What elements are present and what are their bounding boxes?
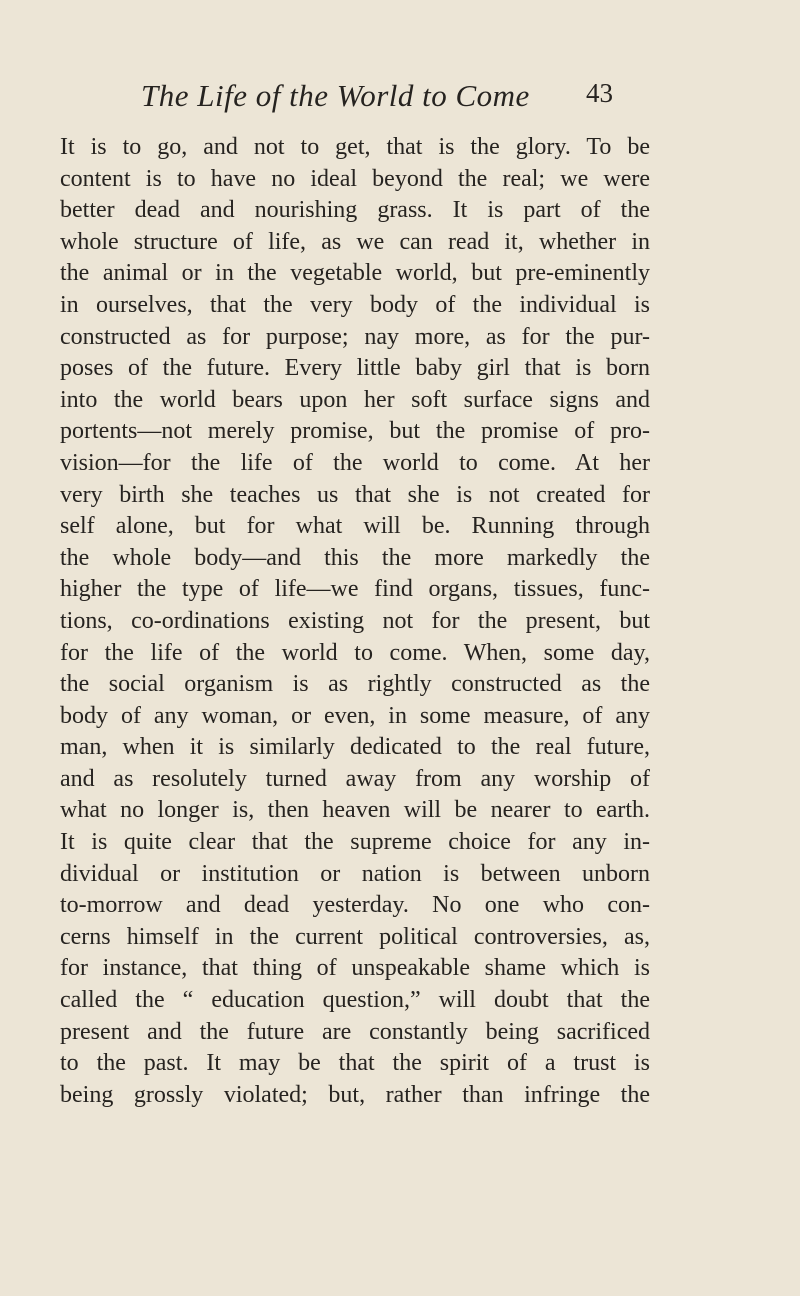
- text-line: present and the future are constantly being sacrificed: [60, 1018, 650, 1045]
- text-line: being grossly violated; but, rather than infringe the: [60, 1081, 650, 1108]
- text-line: portents—not merely promise, but the promise of pro-: [60, 418, 650, 445]
- page-number: 43: [586, 78, 613, 108]
- text-line: to-morrow and dead yesterday. No one who con-: [60, 892, 650, 919]
- text-line: the animal or in the vegetable world, but pre-eminently: [60, 260, 650, 287]
- text-line: man, when it is similarly dedicated to the real future,: [60, 734, 650, 761]
- text-line: constructed as for purpose; nay more, as for the pur-: [60, 323, 650, 350]
- text-line: higher the type of life—we find organs, tissues, func-: [60, 576, 650, 603]
- text-line: the social organism is as rightly constructed as the: [60, 671, 650, 698]
- running-title: The Life of the World to Come: [141, 78, 530, 113]
- text-line: self alone, but for what will be. Running through: [60, 513, 650, 540]
- text-line: very birth she teaches us that she is not created for: [60, 481, 650, 508]
- text-line: better dead and nourishing grass. It is part of the: [60, 197, 650, 224]
- text-line: content is to have no ideal beyond the real; we were: [60, 165, 650, 192]
- text-line: to the past. It may be that the spirit of a trust is: [60, 1050, 650, 1077]
- text-line: whole structure of life, as we can read it, whether in: [60, 228, 650, 255]
- text-line: dividual or institution or nation is between unborn: [60, 860, 650, 887]
- text-line: vision—for the life of the world to come. At her: [60, 449, 650, 476]
- text-line: poses of the future. Every little baby girl that is born: [60, 355, 650, 382]
- text-line: It is to go, and not to get, that is the glory. To be: [60, 134, 650, 160]
- text-line: what no longer is, then heaven will be nearer to earth.: [60, 797, 650, 824]
- text-line: body of any woman, or even, in some measure, of any: [60, 702, 650, 729]
- text-line: in ourselves, that the very body of the individual is: [60, 291, 650, 318]
- text-line: tions, co-ordinations existing not for the present, but: [60, 607, 650, 634]
- text-line: cerns himself in the current political controversies, as,: [60, 923, 650, 950]
- text-line: for instance, that thing of unspeakable shame which is: [60, 955, 650, 982]
- text-line: and as resolutely turned away from any worship of: [60, 765, 650, 792]
- body-text: [60, 132, 650, 1111]
- text-line: the whole body—and this the more markedly the: [60, 544, 650, 571]
- running-head: [141, 78, 681, 118]
- text-line: It is quite clear that the supreme choice for any in-: [60, 829, 650, 856]
- text-line: called the “ education question,” will doubt that the: [60, 987, 650, 1014]
- text-line: for the life of the world to come. When, some day,: [60, 639, 650, 666]
- text-line: into the world bears upon her soft surface signs and: [60, 386, 650, 413]
